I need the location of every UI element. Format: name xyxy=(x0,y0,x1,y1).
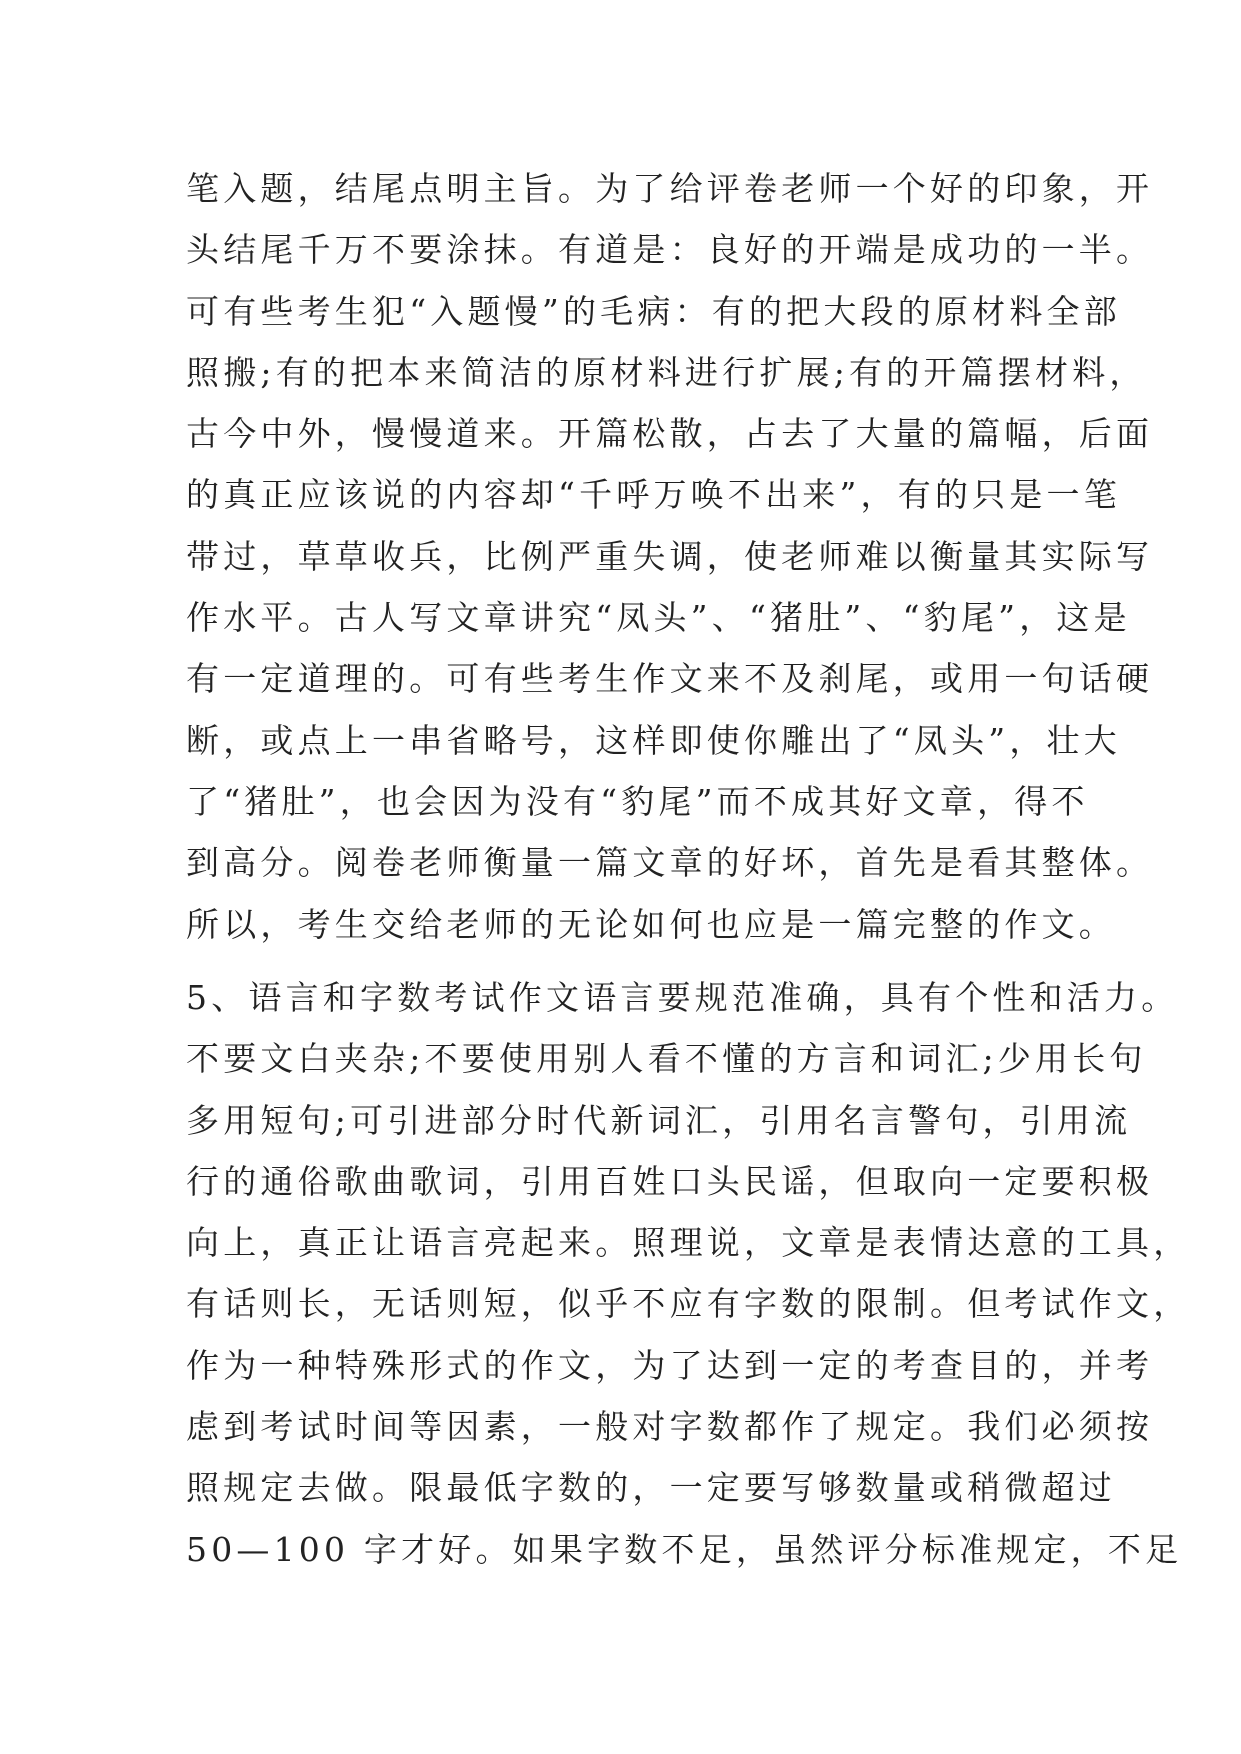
text-line: 作为一种特殊形式的作文，为了达到一定的考查目的，并考 xyxy=(186,1345,1154,1385)
text-line: 多用短句;可引进部分时代新词汇，引用名言警句，引用流 xyxy=(186,1100,1132,1140)
text-line: 了“猪肚”，也会因为没有“豹尾”而不成其好文章，得不 xyxy=(186,781,1089,821)
text-line: 向上，真正让语言亮起来。照理说，文章是表情达意的工具， xyxy=(186,1223,1191,1263)
text-line: 所以，考生交给老师的无论如何也应是一篇完整的作文。 xyxy=(186,904,1116,944)
text-line: 5、语言和字数考试作文语言要规范准确，具有个性和活力。 xyxy=(186,978,1179,1017)
paragraph-language-and-word-count xyxy=(186,967,1191,1580)
text-line: 有一定道理的。可有些考生作文来不及刹尾，或用一句话硬 xyxy=(186,659,1154,699)
text-line: 断，或点上一串省略号，这样即使你雕出了“凤头”，壮大 xyxy=(186,720,1121,760)
text-line: 不要文白夹杂;不要使用别人看不懂的方言和词汇;少用长句 xyxy=(186,1039,1147,1079)
text-line: 作水平。古人写文章讲究“凤头”、“猪肚”、“豹尾”，这是 xyxy=(186,598,1131,638)
text-line: 笔入题，结尾点明主旨。为了给评卷老师一个好的印象，开 xyxy=(186,169,1154,208)
text-line: 照规定去做。限最低字数的，一定要写够数量或稍微超过 xyxy=(186,1468,1116,1508)
text-line: 可有些考生犯“入题慢”的毛病：有的把大段的原材料全部 xyxy=(186,291,1121,331)
text-line: 虑到考试时间等因素，一般对字数都作了规定。我们必须按 xyxy=(186,1407,1154,1447)
text-line: 带过，草草收兵，比例严重失调，使老师难以衡量其实际写 xyxy=(186,536,1154,576)
paragraph-opening-and-ending xyxy=(186,158,1154,955)
text-line: 古今中外，慢慢道来。开篇松散，占去了大量的篇幅，后面 xyxy=(186,414,1154,454)
text-line: 有话则长，无话则短，似乎不应有字数的限制。但考试作文， xyxy=(186,1284,1191,1324)
text-line: 到高分。阅卷老师衡量一篇文章的好坏，首先是看其整体。 xyxy=(186,843,1154,883)
text-line: 50—100 字才好。如果字数不足，虽然评分标准规定，不足 xyxy=(186,1529,1183,1569)
text-line: 的真正应该说的内容却“千呼万唤不出来”，有的只是一笔 xyxy=(186,475,1121,515)
text-line: 照搬;有的把本来简洁的原材料进行扩展;有的开篇摆材料， xyxy=(186,352,1147,392)
text-line: 行的通俗歌曲歌词，引用百姓口头民谣，但取向一定要积极 xyxy=(186,1161,1154,1201)
text-line: 头结尾千万不要涂抹。有道是：良好的开端是成功的一半。 xyxy=(186,230,1154,270)
